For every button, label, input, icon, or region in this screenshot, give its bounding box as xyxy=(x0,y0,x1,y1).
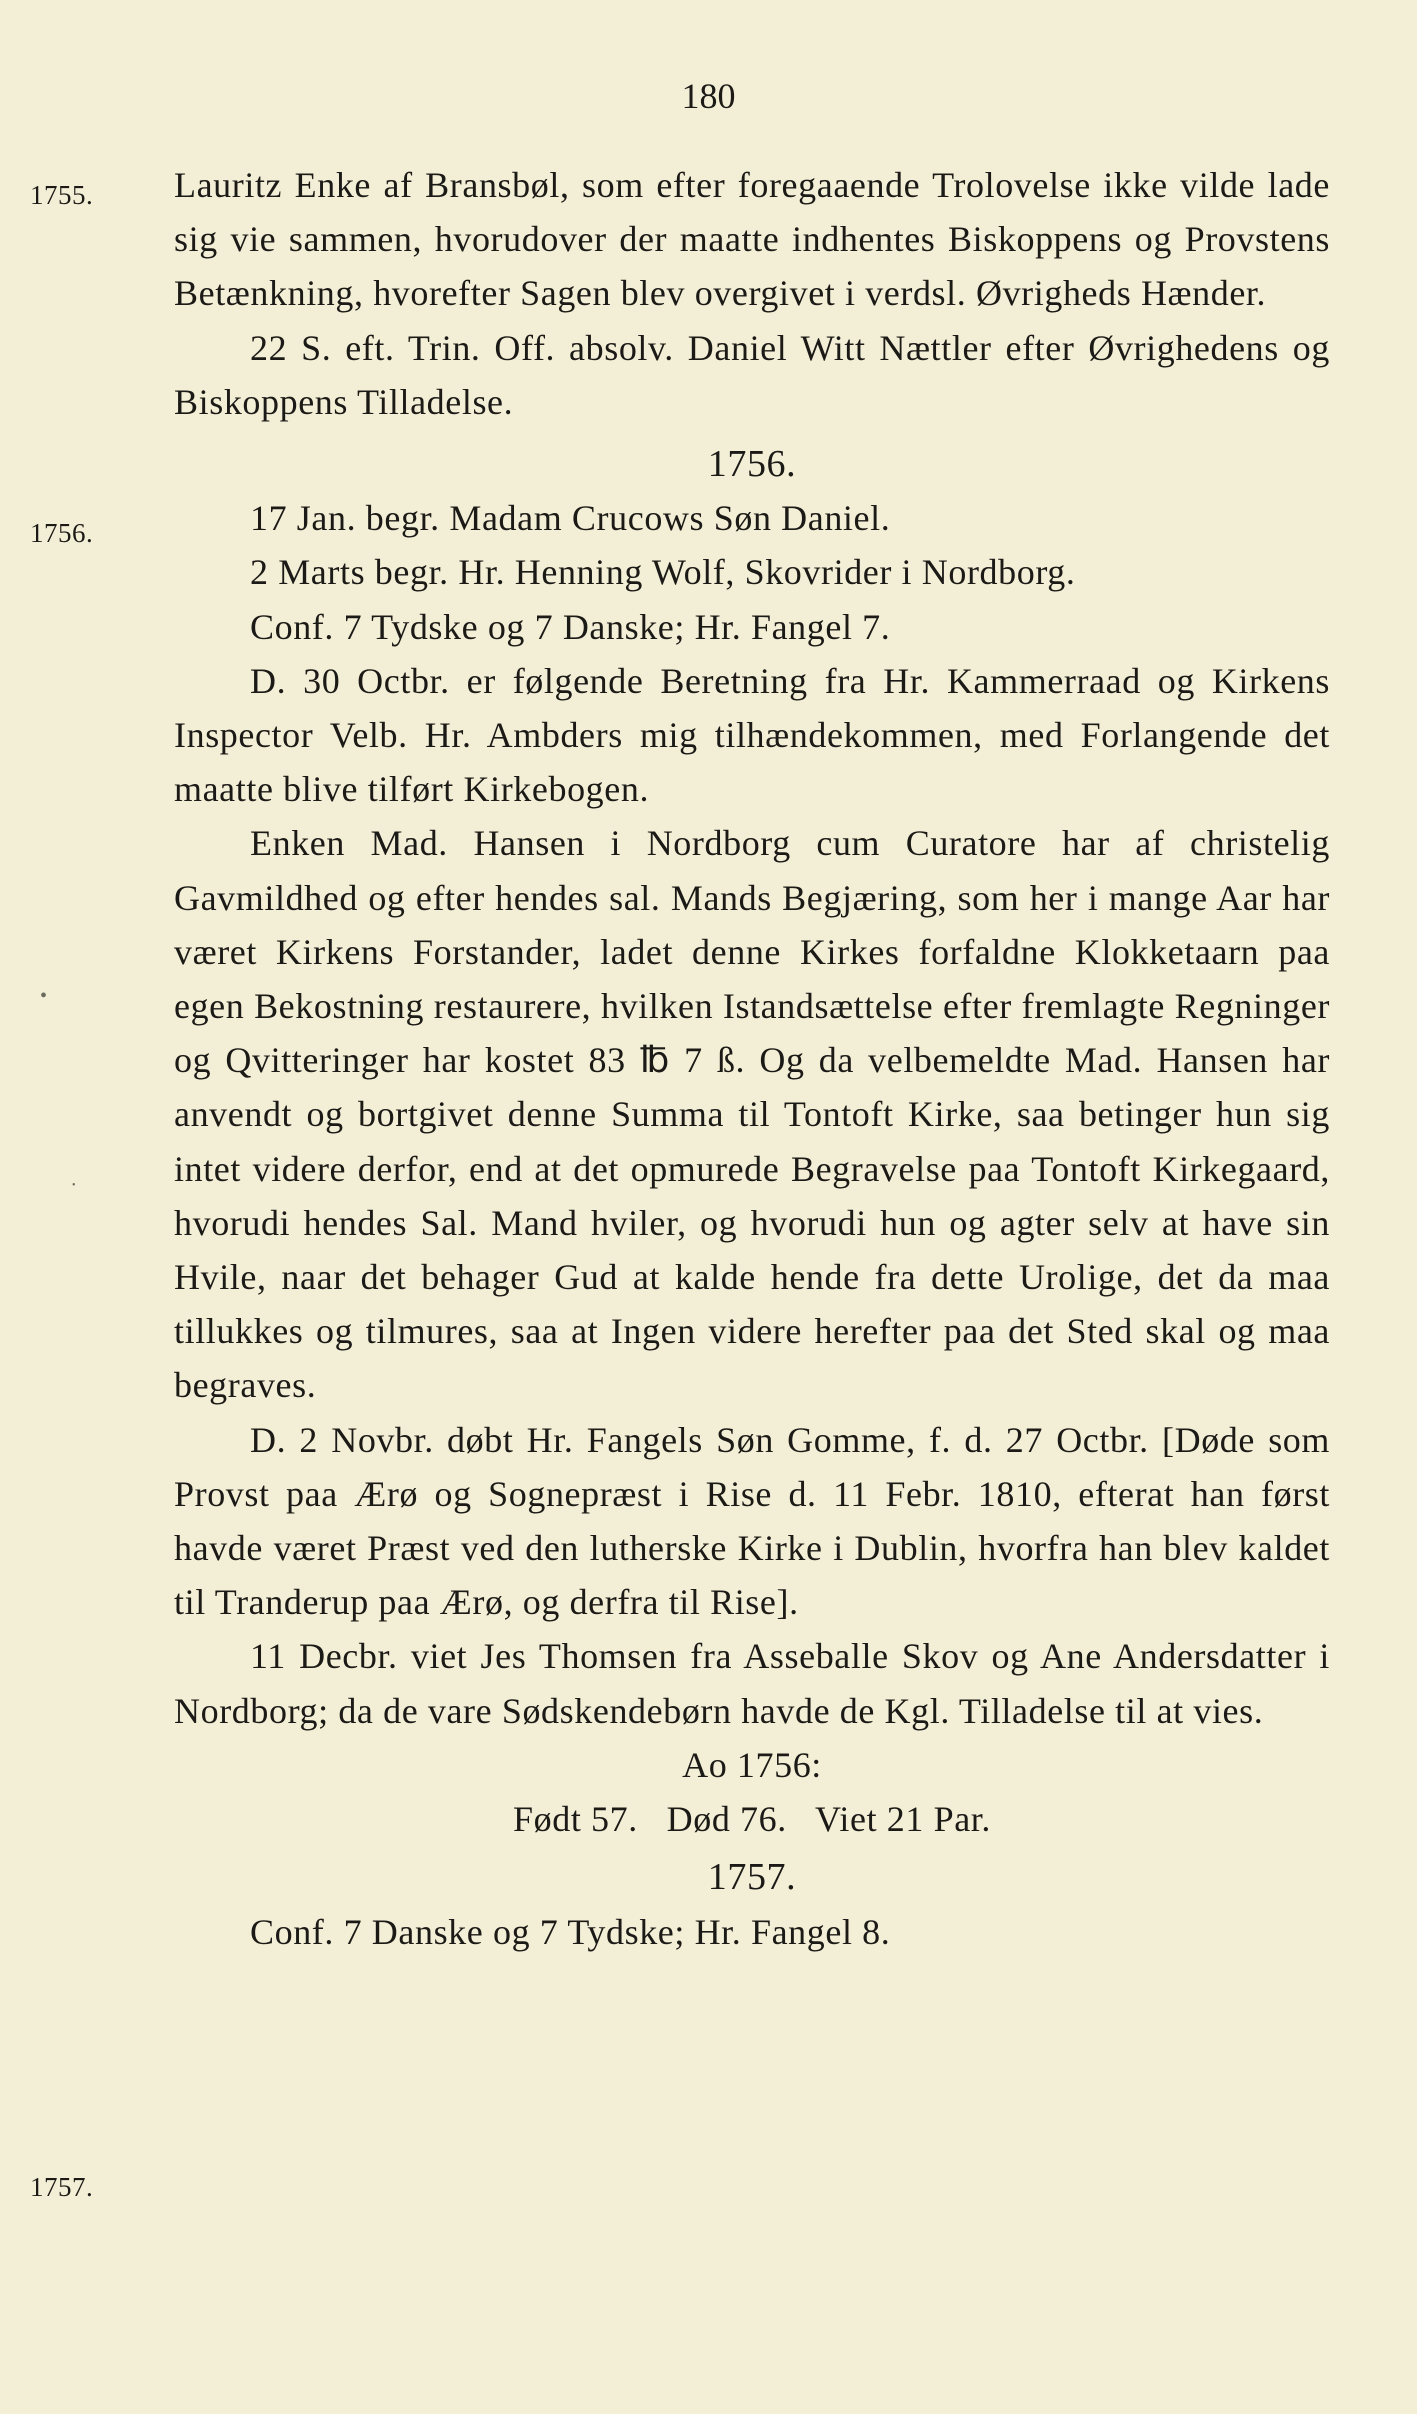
page-number: 180 xyxy=(681,76,736,116)
speck-mark-icon: • xyxy=(40,985,48,1007)
paragraph: 17 Jan. begr. Madam Crucows Søn Daniel. xyxy=(250,498,891,539)
margin-year-1757: 1757. xyxy=(30,2172,94,2202)
year-heading-1757: 1757. xyxy=(707,1856,797,1899)
paragraph: D. 30 Octbr. er følgende Beretning fra Hr. Kammerraad og Kirkens Inspector Velb. Hr. Ambders mig tilhændekommen, med Forlangende det maatte blive tilført Kirkebogen. xyxy=(174,660,1330,810)
paragraph: Conf. 7 Tydske og 7 Danske; Hr. Fangel 7. xyxy=(250,606,891,647)
summary-line: Født 57. Død 76. Viet 21 Par. xyxy=(513,1799,991,1840)
paragraph: 22 S. eft. Trin. Off. absolv. Daniel Witt Nættler efter Øvrighedens og Biskoppens Tilladelse. xyxy=(174,327,1330,422)
paragraph: D. 2 Novbr. døbt Hr. Fangels Søn Gomme, f. d. 27 Octbr. [Døde som Provst paa Ærø og Sognepræst i Rise d. 11 Febr. 1810, efterat han først havde været Præst ved den lutherske Kirke i Dublin, hvorfra han blev kaldet til Tranderup paa Ærø, og derfra til Rise]. xyxy=(174,1419,1330,1623)
paragraph: 2 Marts begr. Hr. Henning Wolf, Skovrider i Nordborg. xyxy=(250,552,1076,593)
paragraph: 11 Decbr. viet Jes Thomsen fra Asseballe Skov og Ane Andersdatter i Nordborg; da de vare Sødskendebørn havde de Kgl. Tilladelse til at vies. xyxy=(174,1636,1330,1731)
speck-mark-icon: • xyxy=(72,1180,76,1191)
year-heading-1756: 1756. xyxy=(707,443,797,486)
summary-title: Ao 1756: xyxy=(682,1744,822,1785)
paragraph: Enken Mad. Hansen i Nordborg cum Curatore har af christelig Gavmildhed og efter hendes sal. Mands Begjæring, som her i mange Aar har været Kirkens Forstander, ladet denne Kirkes forfaldne Klokketaarn paa egen Bekostning restaurere, hvilken Istandsættelse efter fremlagte Regninger og Qvitteringer har kostet 83 ℔ 7 ß. Og da velbemeldte Mad. Hansen har anvendt og bortgivet denne Summa til Tontoft Kirke, saa betinger hun sig intet videre derfor, end at det opmurede Begravelse paa Tontoft Kirkegaard, hvorudi hendes Sal. Mand hviler, og hvorudi hun og agter selv at have sin Hvile, naar det behager Gud at kalde hende fra dette Urolige, det da maa tillukkes og tilmures, saa at Ingen videre herefter paa det Sted skal og maa begraves. xyxy=(174,823,1330,1406)
margin-year-1756: 1756. xyxy=(30,518,94,548)
margin-year-1755: 1755. xyxy=(30,180,94,210)
paragraph: Lauritz Enke af Bransbøl, som efter foregaaende Trolovelse ikke vilde lade sig vie sammen, hvorudover der maatte indhentes Biskoppens og Provstens Betænkning, hvorefter Sagen blev overgivet i verdsl. Øvrigheds Hænder. xyxy=(174,165,1330,314)
text-column xyxy=(174,158,1330,1959)
paragraph: Conf. 7 Danske og 7 Tydske; Hr. Fangel 8. xyxy=(250,1911,891,1952)
